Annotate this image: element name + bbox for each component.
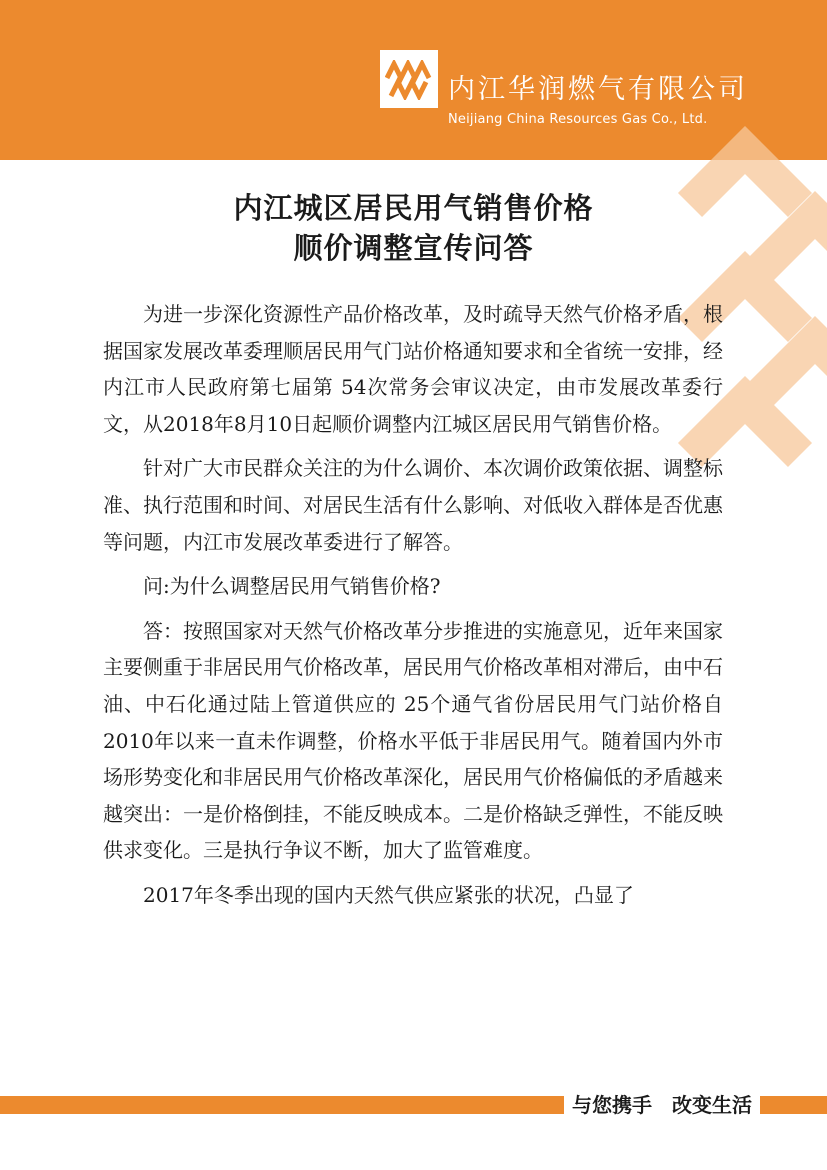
question-1: 问:为什么调整居民用气销售价格?	[143, 574, 441, 599]
answer-1: 答：按照国家对天然气价格改革分步推进的实施意见，近年来国家主要侧重于非居民用气价格改革，居民用气价格改革相对滞后，由中石油、中石化通过陆上管道供应的 25个通气省份居民用气门站价格自2010年以来一直未作调整，价格水平低于非居民用气。随着国内外市场形势变化和非居民用气价格改革深化，居民用气价格偏低的矛盾越来越突出：一是价格倒挂，不能反映成本。二是价格缺乏弹性，不能反映供求变化。三是执行争议不断，加大了监管难度。	[103, 618, 723, 863]
company-name-cn: 内江华润燃气有限公司	[448, 74, 748, 105]
title-line-1: 内江城区居民用气销售价格	[233, 191, 594, 225]
paragraph-context: 针对广大市民群众关注的为什么调价、本次调价政策依据、调整标准、执行范围和时间、对居民生活有什么影响、对低收入群体是否优惠等问题，内江市发展改革委进行了解答。	[103, 456, 723, 554]
paragraph-continuation: 2017年冬季出现的国内天然气供应紧张的状况，凸显了	[143, 882, 634, 907]
footer-slogan: 与您携手 改变生活	[564, 1088, 760, 1122]
company-name-en: Neijiang China Resources Gas Co., Ltd.	[448, 112, 708, 127]
title-line-2: 顺价调整宣传问答	[293, 231, 534, 265]
paragraph-intro: 为进一步深化资源性产品价格改革，及时疏导天然气价格矛盾，根据国家发展改革委理顺居民用气门站价格通知要求和全省统一安排，经内江市人民政府第七届第 54次常务会审议决定，由市发展改革委行文，从2018年8月10日起顺价调整内江城区居民用气销售价格。	[103, 302, 723, 436]
document-body	[103, 296, 723, 922]
document-title	[0, 188, 827, 268]
